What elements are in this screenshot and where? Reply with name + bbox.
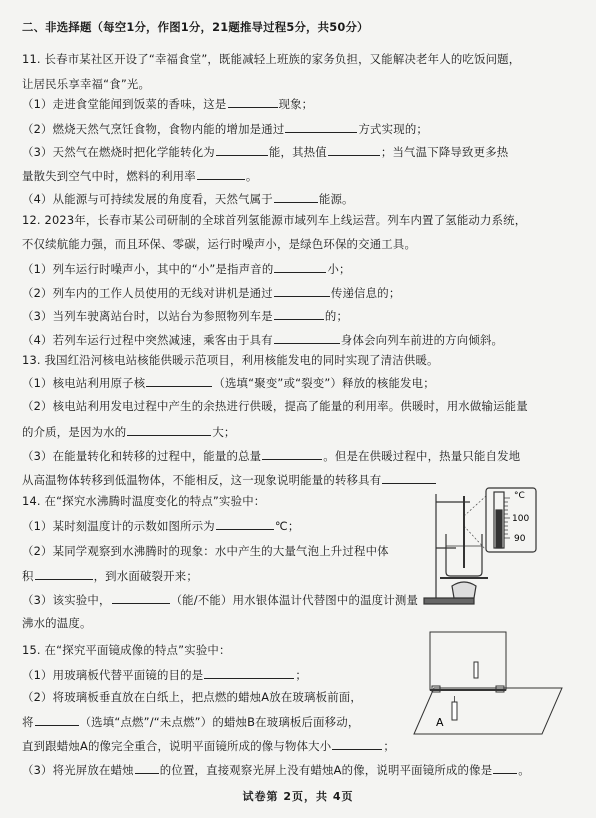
- q14-stem: 14. 在“探究水沸腾时温度变化的特点”实验中：: [22, 494, 266, 508]
- thermo-unit-label: °C: [514, 491, 525, 501]
- answer-blank[interactable]: [35, 714, 79, 726]
- answer-blank[interactable]: [135, 762, 159, 774]
- q11-stem-line1: 11. 长春市某社区开设了“幸福食堂”，既能减轻上班族的家务负担，又能解决老年人的吃饭问题，: [22, 52, 521, 66]
- q13-part2-cont: 的介质，是因为水的 大；: [22, 425, 236, 439]
- q12-part2: （2）列车内的工作人员使用的无线对讲机是通过 传递信息的；: [22, 286, 401, 300]
- q11-part4: （4）从能源与可持续发展的角度看，天然气属于 能源。: [22, 192, 354, 206]
- answer-blank[interactable]: [274, 285, 330, 297]
- thermo-tick-90: 90: [514, 534, 526, 544]
- q15-part2-cont2: 直到跟蜡烛A的像完全重合，说明平面镜所成的像与物体大小 ；: [22, 739, 395, 753]
- page-footer: 试卷第 2页，共 4页: [242, 790, 354, 803]
- q15-part2-cont1: 将 （选填“点燃”/“未点燃”）的蜡烛B在玻璃板后面移动，: [22, 715, 360, 729]
- thermo-tick-100: 100: [512, 514, 530, 524]
- q13-part3: （3）在能量转化和转移的过程中，能量的总量 。但是在供暖过程中，热量只能自发地: [22, 449, 521, 463]
- q13-part2: （2）核电站利用发电过程中产生的余热进行供暖，提高了能量的利用率。供暖时，用水做输运能量: [22, 399, 528, 413]
- answer-blank[interactable]: [274, 191, 318, 203]
- plane-mirror-figure: [408, 628, 568, 738]
- answer-blank[interactable]: [146, 375, 212, 387]
- q14-part2-cont: 积 ，到水面破裂开来；: [22, 569, 198, 583]
- q14-part2: （2）某同学观察到水沸腾时的现象：水中产生的大量气泡上升过程中体: [22, 544, 389, 558]
- answer-blank[interactable]: [216, 518, 274, 530]
- q14-part3: （3）该实验中， （能/不能）用水银体温计代替图中的温度计测量: [22, 593, 419, 607]
- q11-part2: （2）燃烧天然气烹饪食物，食物内能的增加是通过 方式实现的；: [22, 122, 428, 136]
- q14-part3-cont: 沸水的温度。: [22, 616, 92, 630]
- q11-stem-line2: 让居民乐享幸福“食”光。: [22, 77, 151, 91]
- q15-stem: 15. 在“探究平面镜成像的特点”实验中：: [22, 643, 231, 657]
- q12-part1: （1）列车运行时噪声小，其中的“小”是指声音的 小；: [22, 262, 351, 276]
- answer-blank[interactable]: [382, 472, 436, 484]
- q12-part4: （4）若列车运行过程中突然减速，乘客由于具有 身体会向列车前进的方向倾斜。: [22, 333, 504, 347]
- alcohol-lamp: [452, 582, 476, 598]
- answer-blank[interactable]: [197, 168, 245, 180]
- boiling-apparatus-figure: [420, 486, 580, 616]
- q13-part3-cont: 从高温物体转移到低温物体，不能相反，这一现象说明能量的转移具有: [22, 472, 437, 487]
- answer-blank[interactable]: [204, 667, 294, 679]
- q15-part3: （3）将光屏放在蜡烛 的位置，直接观察光屏上没有蜡烛A的像，说明平面镜所成的像是 。: [22, 763, 530, 777]
- q12-stem-line1: 12. 2023年，长春市某公司研制的全球首列氢能源市域列车上线运营。列车内置了氢能动力系统，: [22, 213, 527, 227]
- candle-a: [452, 702, 457, 720]
- thermometer-liquid-column: [496, 510, 502, 548]
- answer-blank[interactable]: [274, 261, 326, 273]
- q11-part3: （3）天然气在燃烧时把化学能转化为 能，其热值 ；当气温下降导致更多热: [22, 145, 509, 159]
- answer-blank[interactable]: [228, 96, 278, 108]
- answer-blank[interactable]: [35, 568, 93, 580]
- answer-blank[interactable]: [112, 592, 170, 604]
- glass-plate: [430, 632, 506, 690]
- stand-base: [424, 598, 474, 604]
- candle-a-label: A: [436, 716, 444, 729]
- q13-part1: （1）核电站利用原子核 （选填“聚变”或“裂变”）释放的核能发电；: [22, 376, 435, 390]
- zoom-line: [464, 526, 486, 550]
- answer-blank[interactable]: [328, 144, 380, 156]
- answer-blank[interactable]: [493, 762, 517, 774]
- answer-blank[interactable]: [332, 738, 382, 750]
- q12-part3: （3）当列车驶离站台时，以站台为参照物列车是 的；: [22, 309, 349, 323]
- answer-blank[interactable]: [216, 144, 268, 156]
- q12-stem-line2: 不仅续航能力强，而且环保、零碳，运行时噪声小，是绿色环保的交通工具。: [22, 237, 417, 251]
- q11-part1: （1）走进食堂能闻到饭菜的香味，这是 现象；: [22, 97, 314, 111]
- section-title: 二、非选择题（每空1分，作图1分，21题推导过程5分，共50分）: [22, 20, 369, 34]
- answer-blank[interactable]: [262, 448, 322, 460]
- answer-blank[interactable]: [285, 121, 357, 133]
- answer-blank[interactable]: [274, 332, 340, 344]
- answer-blank[interactable]: [127, 424, 211, 436]
- zoom-line: [464, 496, 486, 516]
- q15-part2: （2）将玻璃板垂直放在白纸上，把点燃的蜡烛A放在玻璃板前面，: [22, 690, 362, 704]
- candle-b: [474, 662, 478, 678]
- q11-part3-cont: 量散失到空气中时，燃料的利用率 。: [22, 169, 258, 183]
- answer-blank[interactable]: [274, 308, 324, 320]
- q15-part1: （1）用玻璃板代替平面镜的目的是 ；: [22, 668, 307, 682]
- q13-stem: 13. 我国红沿河核电站核能供暖示范项目，利用核能发电的同时实现了清洁供暖。: [22, 353, 439, 367]
- q14-part1: （1）某时刻温度计的示数如图所示为 ℃；: [22, 519, 300, 533]
